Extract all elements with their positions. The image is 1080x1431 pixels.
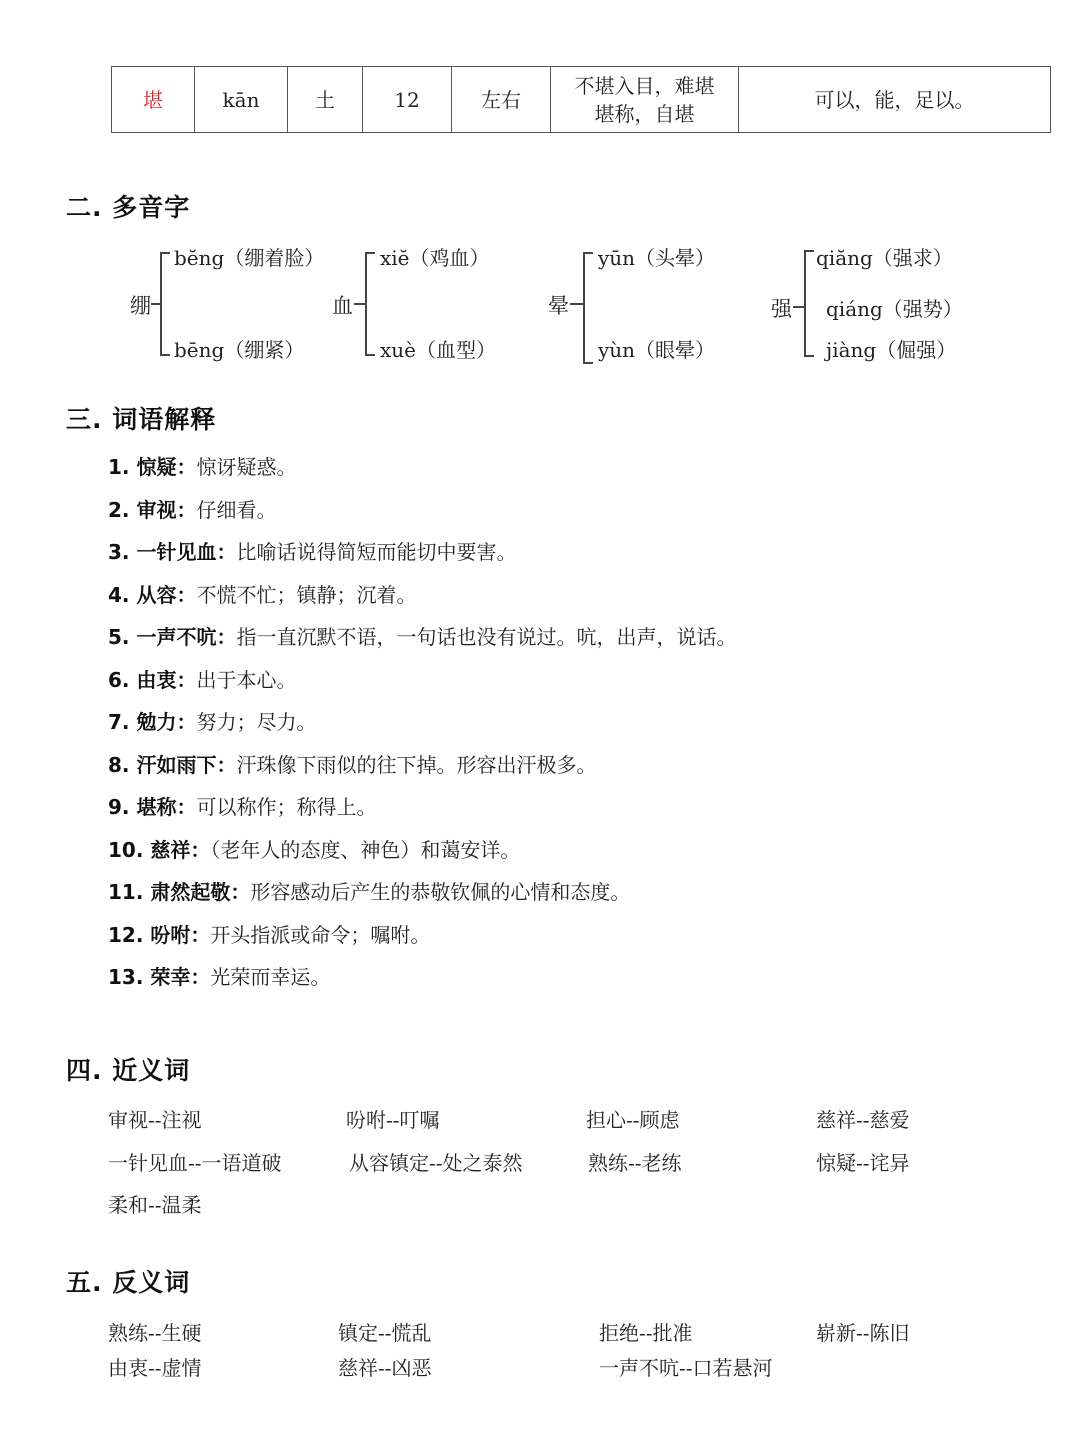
poly-reading: bēng（绷紧） [174,338,305,362]
poly-reading: xuè（血型） [380,338,496,362]
table-cell-words-line2: 堪称，自堪 [594,101,695,126]
antonym-pair: 崭新--陈旧 [816,1321,910,1345]
antonym-pair: 熟练--生硬 [108,1321,202,1345]
antonym-pair: 镇定--慌乱 [338,1321,432,1345]
list-item [108,664,736,707]
synonym-pair: 柔和--温柔 [108,1193,202,1217]
definition-term: 3. 一针见血： [108,540,237,564]
definition-text: （老年人的态度、神色）和蔼安详。 [210,837,521,862]
list-item [108,919,736,962]
definition-term: 13. 荣幸： [108,965,211,989]
list-item [108,961,736,1004]
section-title-antonyms: 五. 反义词 [66,1268,191,1297]
table-cell-character: 堪 [112,67,195,133]
poly-reading: yūn（头晕） [598,246,716,270]
section-title-definitions: 三. 词语解释 [66,405,217,434]
definition-text: 形容感动后产生的恭敬钦佩的心情和态度。 [250,880,631,904]
antonym-pair: 由衷--虚情 [108,1356,202,1380]
poly-reading: yùn（眼晕） [598,338,716,362]
definition-text: 比喻话说得简短而能切中要害。 [236,540,517,564]
definition-text: 惊讶疑惑。 [196,455,297,479]
definition-text: 可以称作；称得上。 [196,795,377,819]
list-item [108,536,736,579]
synonym-pair: 担心--顾虑 [586,1108,680,1132]
poly-char-xue: 血 [332,294,353,318]
list-item [108,876,736,919]
antonym-pair: 一声不吭--口若悬河 [599,1356,773,1380]
list-item [108,451,736,494]
synonym-pair: 惊疑--诧异 [816,1151,910,1175]
definition-text: 汗珠像下雨似的往下掉。形容出汗极多。 [236,752,597,777]
definition-term: 7. 勉力： [108,710,197,734]
antonym-pair: 拒绝--批准 [599,1321,693,1345]
list-item [108,579,736,622]
synonym-pair: 吩咐--叮嘱 [346,1108,440,1132]
definition-text: 不慌不忙；镇静；沉着。 [196,582,417,607]
synonym-pair: 审视--注视 [108,1108,202,1132]
definition-text: 仔细看。 [196,497,277,522]
synonym-pair: 一针见血--一语道破 [108,1151,282,1175]
brace [365,252,375,356]
poly-reading: jiàng（倔强） [826,338,957,362]
definition-term: 1. 惊疑： [108,455,197,479]
brace [804,250,814,357]
definition-text: 出于本心。 [196,667,297,692]
poly-char-beng: 绷 [130,294,151,318]
list-item [108,749,736,792]
poly-reading: qiáng（强势） [826,297,963,321]
definition-term: 5. 一声不吭： [108,625,237,649]
table-cell-pinyin: kān [195,67,288,133]
definition-term: 12. 吩咐： [108,922,211,947]
list-item [108,621,736,664]
brace-stem [570,303,584,305]
table-cell-meaning: 可以，能，足以。 [739,67,1051,133]
table-cell-words [551,67,739,133]
list-item [108,494,736,537]
definition-term: 2. 审视： [108,497,197,522]
synonym-pair: 熟练--老练 [588,1151,682,1175]
definition-term: 4. 从容： [108,582,197,607]
list-item [108,834,736,877]
definition-text: 指一直沉默不语，一句话也没有说过。吭，出声，说话。 [236,625,737,649]
list-item [108,706,736,749]
table-cell-structure: 左右 [452,67,551,133]
definition-text: 努力；尽力。 [196,710,317,734]
definition-text: 光荣而幸运。 [210,965,331,989]
definition-term: 10. 慈祥： [108,837,211,862]
definition-term: 6. 由衷： [108,667,197,692]
definition-term: 8. 汗如雨下： [108,752,237,777]
table-cell-radical: 土 [288,67,363,133]
definition-text: 开头指派或命令；嘱咐。 [210,922,431,947]
table-cell-words-line1: 不堪入目，难堪 [574,73,715,98]
synonym-pair: 从容镇定--处之泰然 [349,1151,523,1175]
section-title-synonyms: 四. 近义词 [66,1056,191,1085]
section-title-polyphonic: 二. 多音字 [66,193,191,222]
synonym-pair: 慈祥--慈爱 [816,1108,910,1132]
table-row [112,67,1051,133]
brace [583,252,593,364]
definition-term: 9. 堪称： [108,795,197,819]
poly-char-yun: 晕 [548,294,569,318]
poly-reading: bĕng（绷着脸） [174,246,325,270]
list-item [108,791,736,834]
character-table [111,66,1051,133]
poly-reading: qiăng（强求） [816,246,953,270]
poly-char-qiang: 强 [771,297,792,321]
antonym-pair: 慈祥--凶恶 [338,1356,432,1380]
poly-reading: xiĕ（鸡血） [380,246,490,270]
definition-list [108,451,736,1004]
brace [160,252,170,356]
definition-term: 11. 肃然起敬： [108,880,251,904]
table-cell-strokes: 12 [363,67,452,133]
